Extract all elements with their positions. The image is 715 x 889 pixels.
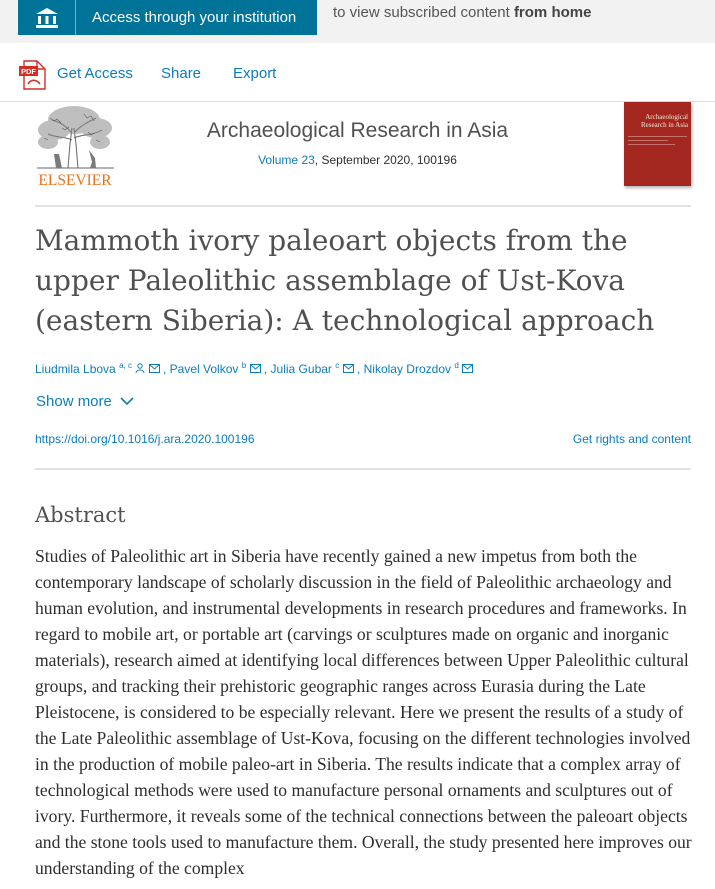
chevron-down-icon bbox=[120, 397, 134, 406]
access-institution-button[interactable] bbox=[18, 0, 317, 35]
doi-link[interactable]: https://doi.org/10.1016/j.ara.2020.100196 bbox=[35, 432, 255, 446]
affiliation-sup[interactable]: c bbox=[335, 361, 340, 370]
abstract-text: Studies of Paleolithic art in Siberia have recently gained a new impetus from both the contemporary landscape of scholarly discussion in the field of Paleolithic archaeology and human evolution, and instrumental developments in research procedures and frameworks. In regard to mobile art, or portable art (carvings or sculptures made on organic and inorganic materials), research aimed at identifying local differences between Upper Paleolithic cultural groups, and tracking their prehistoric geographic ranges across Eurasia during the Late Pleistocene, is considered to be especially relevant. Here we present the results of a study of the Late Paleolithic assemblage of Ust-Kova, focusing on the different technologies involved in the production of mobile paleo-art in Siberia. The results indicate that a complex array of technological methods were used to manufacture personal ornaments and sculptures out of ivory. Furthermore, it reveals some of the technical connections between the paleoart objects and the stone tools used to manufacture them. Overall, the study presented here improves our understanding of the complex bbox=[35, 546, 692, 878]
publisher-name: ELSEVIER bbox=[38, 172, 112, 189]
share-link[interactable]: Share bbox=[161, 65, 202, 82]
abstract-heading: Abstract bbox=[35, 503, 126, 527]
cover-divider bbox=[628, 140, 668, 141]
article-toolbar bbox=[0, 43, 715, 102]
volume-link[interactable]: Volume 23 bbox=[258, 153, 315, 167]
affiliation-sup[interactable]: b bbox=[241, 361, 247, 370]
get-access-link[interactable]: Get Access bbox=[57, 65, 133, 82]
export-link[interactable]: Export bbox=[233, 65, 277, 82]
cover-divider bbox=[628, 136, 687, 137]
institution-icon bbox=[18, 0, 76, 35]
author-link[interactable]: Julia Gubar bbox=[270, 362, 332, 376]
author-link[interactable]: Liudmila Lbova bbox=[35, 362, 116, 376]
affiliation-sup[interactable]: d bbox=[454, 361, 459, 370]
email-icon[interactable] bbox=[343, 362, 357, 376]
affiliation-sup[interactable]: a, c bbox=[119, 361, 132, 370]
person-icon[interactable] bbox=[135, 362, 148, 376]
email-icon[interactable] bbox=[462, 362, 473, 376]
header-divider bbox=[35, 205, 691, 207]
show-more-label: Show more bbox=[36, 393, 112, 410]
institution-note: to view subscribed content from home bbox=[333, 4, 592, 21]
metadata-divider bbox=[35, 468, 691, 470]
cover-title: Archaeological Research in Asia bbox=[640, 113, 688, 129]
journal-title[interactable]: Archaeological Research in Asia bbox=[206, 119, 509, 142]
elsevier-logo[interactable] bbox=[34, 100, 116, 190]
author-list: Liudmila Lbova $^{a, c}$ , Pavel Volkov $^b$ , Julia Gubar $^c$ , Nikolay Drozdov $^d$ bbox=[35, 361, 473, 376]
author-link[interactable]: Nikolay Drozdov bbox=[363, 362, 451, 376]
cover-divider bbox=[628, 144, 675, 145]
rights-link[interactable]: Get rights and content bbox=[572, 432, 691, 446]
pdf-icon[interactable] bbox=[18, 60, 48, 95]
email-icon[interactable] bbox=[149, 362, 163, 376]
access-institution-label: Access through your institution bbox=[92, 9, 297, 26]
journal-cover[interactable] bbox=[624, 102, 691, 186]
show-more-button[interactable] bbox=[36, 393, 134, 410]
journal-meta: Volume 23, September 2020, 100196 bbox=[258, 153, 457, 167]
email-icon[interactable] bbox=[250, 362, 264, 376]
svg-text:PDF: PDF bbox=[21, 67, 36, 76]
author-link[interactable]: Pavel Volkov bbox=[169, 362, 239, 376]
institution-banner bbox=[0, 0, 715, 43]
article-title: Mammoth ivory paleoart objects from the upper Paleolithic assemblage of Ust-Kova (eastern Siberia): A technological approach bbox=[35, 224, 655, 337]
